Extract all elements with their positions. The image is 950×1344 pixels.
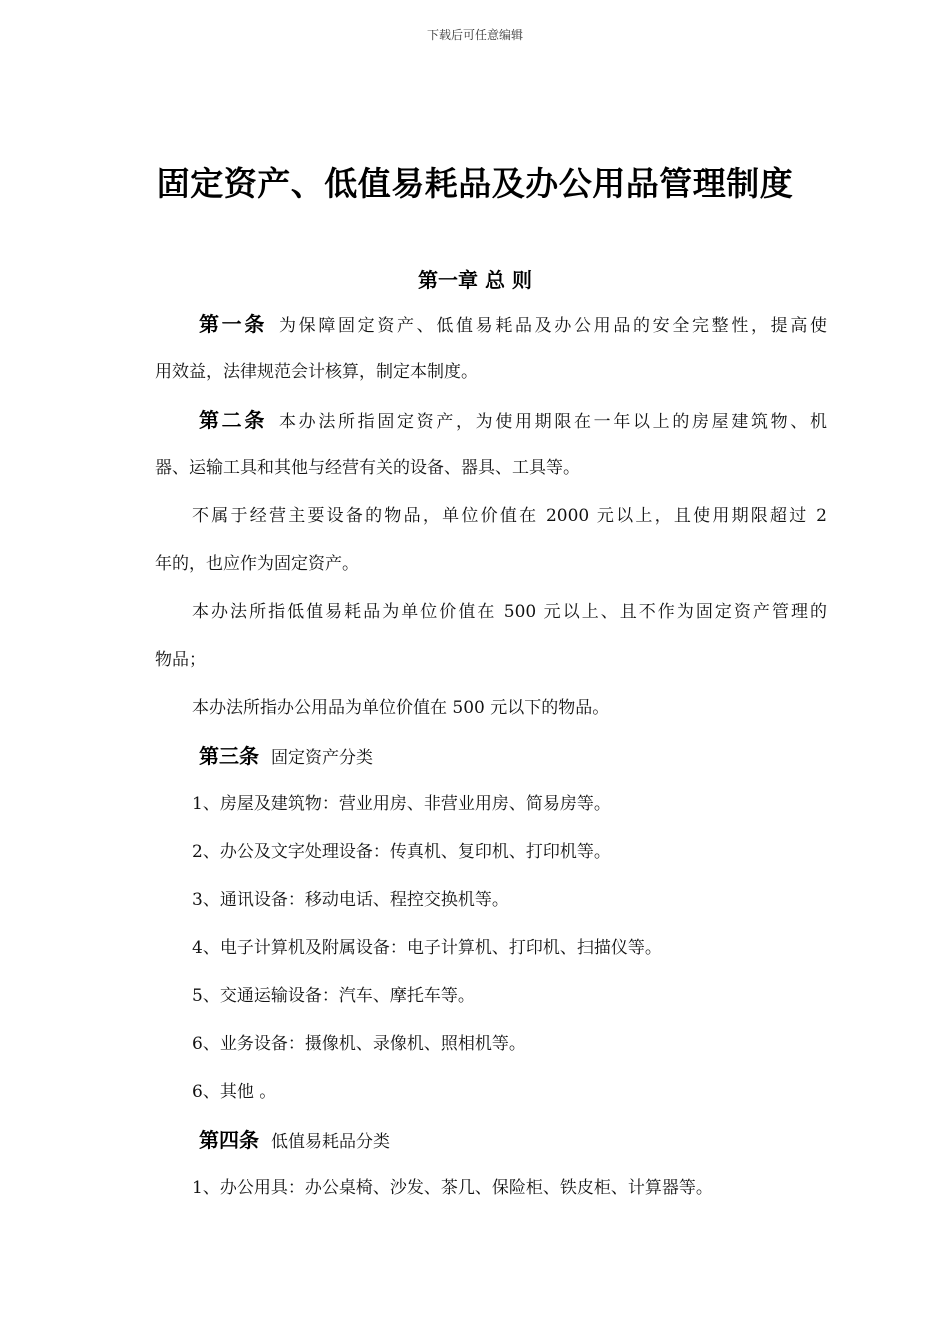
list-item: 3、通讯设备：移动电话、程控交换机等。 xyxy=(192,890,509,910)
article-1-line-1 xyxy=(199,312,827,338)
paragraph-1-line-1: 不属于经营主要设备的物品，单位价值在 2000 元以上，且使用期限超过 2 xyxy=(192,506,827,526)
list-item: 5、交通运输设备：汽车、摩托车等。 xyxy=(192,986,475,1006)
article-3-label: 第三条 xyxy=(199,744,259,768)
article-1-label: 第一条 xyxy=(199,312,267,336)
document-title: 固定资产、低值易耗品及办公用品管理制度 xyxy=(156,164,794,203)
list-item: 4、电子计算机及附属设备：电子计算机、打印机、扫描仪等。 xyxy=(192,938,662,958)
list-item: 6、业务设备：摄像机、录像机、照相机等。 xyxy=(192,1034,526,1054)
chapter-heading: 第一章 总 则 xyxy=(418,268,532,292)
article-2-text: 本办法所指固定资产，为使用期限在一年以上的房屋建筑物、机 xyxy=(279,412,827,432)
page-header-note: 下载后可任意编辑 xyxy=(426,28,523,42)
paragraph-2-line-1: 本办法所指低值易耗品为单位价值在 500 元以上、且不作为固定资产管理的 xyxy=(192,602,827,622)
article-4-heading xyxy=(199,1128,827,1154)
article-1-text: 为保障固定资产、低值易耗品及办公用品的安全完整性，提高使 xyxy=(279,316,827,336)
article-3-heading xyxy=(199,744,827,770)
list-item: 1、办公用具：办公桌椅、沙发、茶几、保险柜、铁皮柜、计算器等。 xyxy=(192,1178,713,1198)
article-4-text: 低值易耗品分类 xyxy=(271,1132,390,1152)
article-1-line-2: 用效益，法律规范会计核算，制定本制度。 xyxy=(155,362,478,382)
article-2-line-1 xyxy=(199,408,827,434)
paragraph-1-line-2: 年的，也应作为固定资产。 xyxy=(155,554,359,574)
list-item: 2、办公及文字处理设备：传真机、复印机、打印机等。 xyxy=(192,842,611,862)
list-item: 6、其他 。 xyxy=(192,1082,277,1102)
list-item: 1、房屋及建筑物：营业用房、非营业用房、简易房等。 xyxy=(192,794,611,814)
article-3-text: 固定资产分类 xyxy=(271,748,373,768)
article-2-label: 第二条 xyxy=(199,408,267,432)
article-4-label: 第四条 xyxy=(199,1128,259,1152)
paragraph-3-line-1: 本办法所指办公用品为单位价值在 500 元以下的物品。 xyxy=(192,698,610,718)
article-2-line-2: 器、运输工具和其他与经营有关的设备、器具、工具等。 xyxy=(155,458,580,478)
paragraph-2-line-2: 物品； xyxy=(155,650,206,670)
